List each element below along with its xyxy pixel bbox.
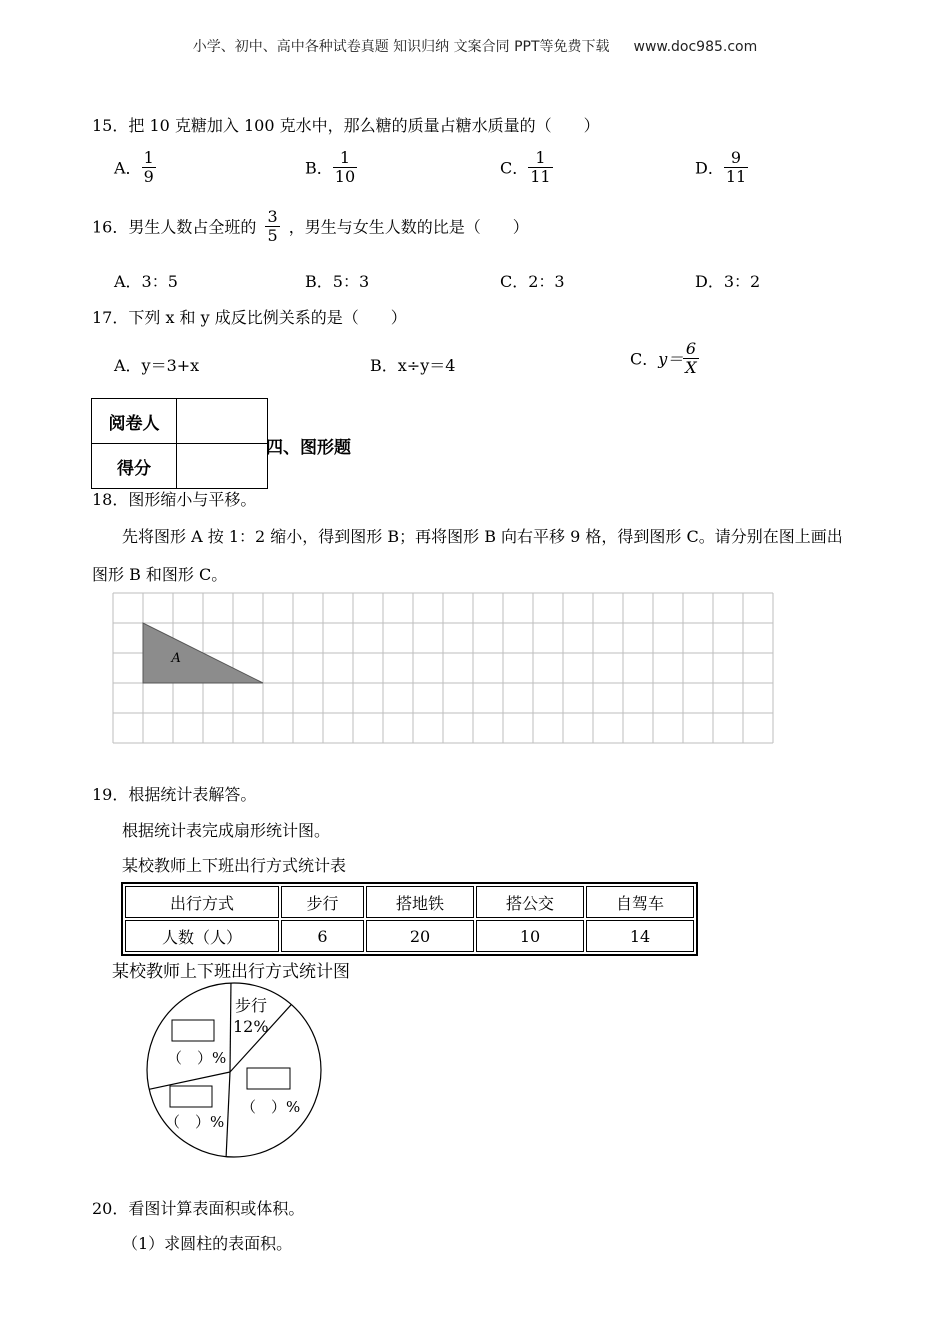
table-cell: 人数（人） bbox=[125, 920, 279, 952]
pie-blank-box[interactable] bbox=[172, 1020, 214, 1041]
section-title: 四、图形题 bbox=[266, 438, 351, 458]
q17-option-c-lhs: y＝ bbox=[658, 349, 684, 369]
q16-option-d: D．3：2 bbox=[695, 272, 761, 291]
q15-option-c-num: 1 bbox=[528, 149, 552, 168]
header-site: www.doc985.com bbox=[633, 39, 758, 55]
q20-sub1: （1）求圆柱的表面积。 bbox=[122, 1234, 293, 1253]
table-header-cell: 搭公交 bbox=[476, 886, 584, 918]
q15-option-c bbox=[500, 149, 553, 185]
q15-option-b bbox=[305, 149, 357, 185]
q16-stem bbox=[92, 208, 529, 244]
q16-suffix: ，男生与女生人数的比是（ ） bbox=[288, 217, 529, 237]
pie-walk-label: 步行 bbox=[235, 996, 268, 1015]
q16-frac-num: 3 bbox=[267, 207, 278, 226]
q15-option-a bbox=[114, 149, 156, 185]
table-cell: 10 bbox=[476, 920, 584, 952]
q15-option-d-label: D． bbox=[695, 158, 724, 178]
score-label: 得分 bbox=[92, 444, 177, 489]
q17-option-b: B．x÷y＝4 bbox=[370, 356, 456, 375]
page-header bbox=[0, 36, 950, 56]
q19-stem: 19．根据统计表解答。 bbox=[92, 785, 257, 804]
pie-blank-pct: （ ）% bbox=[167, 1049, 227, 1067]
pie-walk-pct: 12% bbox=[233, 1017, 269, 1036]
q15-option-d-fraction bbox=[724, 149, 748, 185]
shape-a-label: A bbox=[171, 651, 181, 666]
q17-option-c-label: C． bbox=[630, 349, 659, 369]
q19-pie-chart bbox=[140, 982, 330, 1162]
q19-sub: 根据统计表完成扇形统计图。 bbox=[122, 821, 331, 840]
q17-option-a: A．y＝3+x bbox=[114, 356, 200, 375]
q15-option-d-den: 11 bbox=[725, 166, 747, 186]
q18-body-line2: 图形 B 和图形 C。 bbox=[92, 565, 228, 584]
table-cell: 20 bbox=[366, 920, 474, 952]
reviewer-field[interactable] bbox=[177, 399, 268, 444]
table-cell: 6 bbox=[281, 920, 364, 952]
q15-option-b-label: B． bbox=[305, 158, 333, 178]
q15-option-c-fraction bbox=[528, 149, 552, 185]
q19-table-title: 某校教师上下班出行方式统计表 bbox=[122, 856, 347, 875]
q15-option-a-num: 1 bbox=[143, 148, 154, 167]
table-row bbox=[125, 920, 694, 952]
q18-body-line1: 先将图形 A 按 1：2 缩小，得到图形 B；再将图形 B 向右平移 9 格，得到图形 C。请分别在图上画出 bbox=[122, 527, 843, 546]
q19-stat-table bbox=[121, 882, 698, 956]
table-header-cell: 出行方式 bbox=[125, 886, 279, 918]
q17-option-c-num: 6 bbox=[683, 340, 698, 359]
score-field[interactable] bbox=[177, 444, 268, 489]
q15-option-c-den: 11 bbox=[530, 166, 551, 186]
pie-blank-box[interactable] bbox=[247, 1068, 290, 1089]
q15-option-a-den: 9 bbox=[143, 166, 154, 186]
q20-stem: 20．看图计算表面积或体积。 bbox=[92, 1199, 305, 1218]
q15-option-a-fraction bbox=[142, 149, 156, 185]
q18-stem: 18．图形缩小与平移。 bbox=[92, 490, 257, 509]
q15-option-b-num: 1 bbox=[333, 149, 357, 168]
q17-option-c-den: X bbox=[685, 357, 697, 377]
table-header-cell: 自驾车 bbox=[586, 886, 694, 918]
header-text: 小学、初中、高中各种试卷真题 知识归纳 文案合同 PPT等免费下载 bbox=[192, 39, 610, 55]
pie-blank-pct: （ ）% bbox=[165, 1113, 225, 1131]
q15-stem: 15．把 10 克糖加入 100 克水中，那么糖的质量占糖水质量的（ ） bbox=[92, 116, 600, 135]
q15-option-d-num: 9 bbox=[724, 149, 748, 168]
score-box bbox=[91, 398, 268, 489]
q16-option-c: C．2：3 bbox=[500, 272, 565, 291]
q16-prefix: 16．男生人数占全班的 bbox=[92, 217, 257, 237]
table-header-cell: 步行 bbox=[281, 886, 364, 918]
q18-grid-figure bbox=[112, 592, 774, 746]
q19-pie-title: 某校教师上下班出行方式统计图 bbox=[112, 962, 350, 982]
q16-option-a: A．3：5 bbox=[114, 272, 178, 291]
q17-option-c bbox=[630, 340, 699, 376]
q17-option-c-fraction bbox=[683, 340, 698, 376]
q15-option-b-fraction bbox=[333, 149, 357, 185]
q15-option-c-label: C． bbox=[500, 158, 529, 178]
pie-blank-pct: （ ）% bbox=[241, 1098, 301, 1116]
q16-frac-den: 5 bbox=[267, 225, 278, 245]
reviewer-label: 阅卷人 bbox=[92, 399, 177, 444]
q15-option-d bbox=[695, 149, 748, 185]
q17-stem: 17．下列 x 和 y 成反比例关系的是（ ） bbox=[92, 308, 407, 327]
q16-fraction bbox=[265, 208, 279, 244]
table-cell: 14 bbox=[586, 920, 694, 952]
q15-option-a-label: A． bbox=[114, 158, 142, 178]
pie-blank-box[interactable] bbox=[170, 1086, 212, 1107]
q16-option-b: B．5：3 bbox=[305, 272, 370, 291]
table-header-row bbox=[125, 886, 694, 918]
table-header-cell: 搭地铁 bbox=[366, 886, 474, 918]
q15-option-b-den: 10 bbox=[334, 166, 356, 186]
